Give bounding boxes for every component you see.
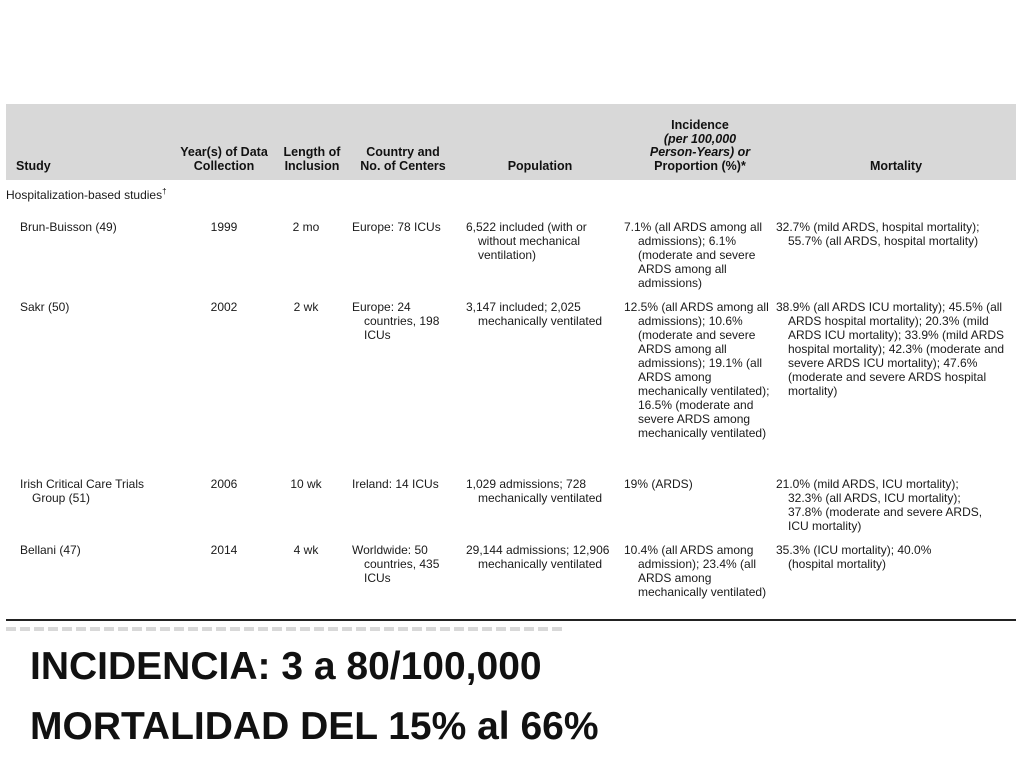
cell-country-text: Worldwide: 50 countries, 435 ICUs xyxy=(352,543,440,585)
cell-length: 10 wk xyxy=(290,477,322,491)
mortality-caption: MORTALIDAD DEL 15% al 66% xyxy=(30,705,599,748)
header-incidence xyxy=(630,119,770,173)
cell-population xyxy=(466,477,626,505)
table-header xyxy=(6,104,1016,180)
header-population: Population xyxy=(507,158,573,173)
cell-incidence xyxy=(624,300,774,440)
section-label-hospitalization xyxy=(6,188,186,202)
section-label-dagger: † xyxy=(162,187,167,196)
cell-incidence-text: 7.1% (all ARDS among all admissions); 6.1% (moderate and severe ARDS among all admissions) xyxy=(624,220,763,290)
header-years: Year(s) of Data Collection xyxy=(180,145,268,173)
cell-length: 2 mo xyxy=(292,220,320,234)
header-study: Study xyxy=(16,158,51,173)
header-mortality: Mortality xyxy=(869,158,923,173)
header-incidence-line3: Person-Years) or xyxy=(649,145,751,159)
cell-study: Brun-Buisson (49) xyxy=(20,220,117,234)
cell-study-text: Irish Critical Care Trials Group (51) xyxy=(20,477,145,505)
section-label-text: Hospitalization-based studies xyxy=(6,188,163,202)
cell-study: Sakr (50) xyxy=(20,300,70,314)
header-country: Country and No. of Centers xyxy=(360,145,446,173)
cell-country-text: Europe: 24 countries, 198 ICUs xyxy=(352,300,440,342)
header-length: Length of Inclusion xyxy=(283,145,341,173)
cell-country xyxy=(352,543,452,585)
cell-years: 2002 xyxy=(210,300,238,314)
cell-mortality xyxy=(776,300,1010,398)
cell-population-text: 1,029 admissions; 728 mechanically ventilated xyxy=(466,477,603,505)
header-incidence-line2: (per 100,000 xyxy=(663,131,737,146)
cell-incidence: 19% (ARDS) xyxy=(624,477,693,491)
cell-population xyxy=(466,220,616,262)
cell-population-text: 6,522 included (with or without mechanical ventilation) xyxy=(466,220,587,262)
cell-incidence xyxy=(624,220,774,290)
study-table xyxy=(6,104,1016,599)
header-incidence-line1: Incidence xyxy=(671,118,729,132)
cell-country: Ireland: 14 ICUs xyxy=(352,477,439,491)
cell-mortality-text: 38.9% (all ARDS ICU mortality); 45.5% (all ARDS hospital mortality); 20.3% (mild ARDS ICU mortality); 33.9% (mild ARDS hospital mortality); 42.3% (moderate and severe ARDS ICU mortality); 47.6% (moderate and severe ARDS hospital mortality) xyxy=(776,300,1005,398)
cell-population xyxy=(466,300,626,328)
cell-incidence-text: 12.5% (all ARDS among all admissions); 10.6% (moderate and severe ARDS among all admissions); 19.1% (all ARDS among mechanically ventilated); 16.5% (moderate and severe ARDS among mechanically ventilated) xyxy=(624,300,770,440)
table-bottom-rule xyxy=(6,619,1016,621)
cell-incidence-text: 10.4% (all ARDS among admission); 23.4% (all ARDS among mechanically ventilated) xyxy=(624,543,767,599)
cell-mortality xyxy=(776,477,996,533)
cell-mortality-text: 32.7% (mild ARDS, hospital mortality); 55.7% (all ARDS, hospital mortality) xyxy=(776,220,980,248)
cell-country: Europe: 78 ICUs xyxy=(352,220,441,234)
cell-study xyxy=(20,477,150,505)
cell-incidence xyxy=(624,543,776,599)
cell-years: 2006 xyxy=(210,477,238,491)
header-incidence-line4: Proportion (%)* xyxy=(654,158,746,173)
cell-mortality xyxy=(776,220,1004,248)
cell-population-text: 3,147 included; 2,025 mechanically ventilated xyxy=(466,300,603,328)
cell-years: 2014 xyxy=(210,543,238,557)
incidence-caption: INCIDENCIA: 3 a 80/100,000 xyxy=(30,645,542,688)
cell-study: Bellani (47) xyxy=(20,543,81,557)
cell-length: 2 wk xyxy=(293,300,319,314)
cell-length: 4 wk xyxy=(293,543,319,557)
cell-years: 1999 xyxy=(210,220,238,234)
cell-population-text: 29,144 admissions; 12,906 mechanically ventilated xyxy=(466,543,610,571)
cell-mortality-text: 21.0% (mild ARDS, ICU mortality); 32.3% (all ARDS, ICU mortality); 37.8% (moderate and severe ARDS, ICU mortality) xyxy=(776,477,983,533)
cell-country xyxy=(352,300,448,342)
cell-mortality-text: 35.3% (ICU mortality); 40.0% (hospital mortality) xyxy=(776,543,932,571)
cropped-footnote-line xyxy=(6,627,566,631)
cell-mortality xyxy=(776,543,976,571)
cell-population xyxy=(466,543,626,571)
